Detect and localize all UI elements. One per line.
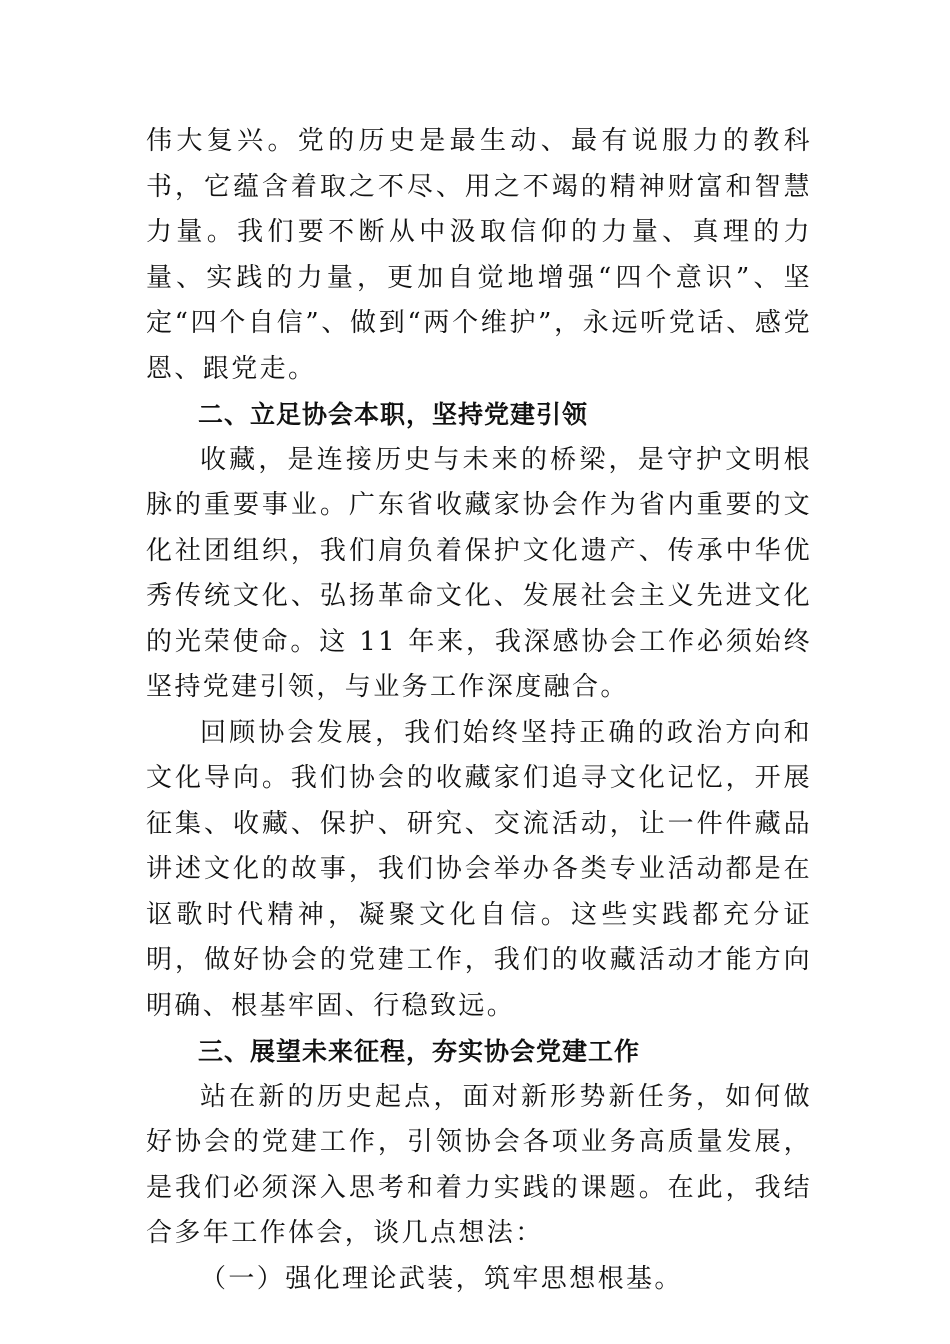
paragraph: 回顾协会发展，我们始终坚持正确的政治方向和文化导向。我们协会的收藏家们追寻文化记忆，开展征集、收藏、保护、研究、交流活动，让一件件藏品讲述文化的故事，我们协会举办各类专业活动都是在讴歌时代精神，凝聚文化自信。这些实践都充分证明，做好协会的党建工作，我们的收藏活动才能方向明确、根基牢固、行稳致远。 bbox=[146, 717, 812, 1021]
paragraph: 站在新的历史起点，面对新形势新任务，如何做好协会的党建工作，引领协会各项业务高质量发展，是我们必须深入思考和着力实践的课题。在此，我结合多年工作体会，谈几点想法： bbox=[146, 1081, 812, 1248]
paragraph: 收藏，是连接历史与未来的桥梁，是守护文明根脉的重要事业。广东省收藏家协会作为省内重要的文化社团组织，我们肩负着保护文化遗产、传承中华优秀传统文化、弘扬革命文化、发展社会主义先进文化的光荣使命。这 11 年来，我深感协会工作必须始终坚持党建引领，与业务工作深度融合。 bbox=[146, 444, 812, 702]
section-heading-3: 三、展望未来征程，夯实协会党建工作 bbox=[198, 1037, 641, 1066]
section-heading-2: 二、立足协会本职，坚持党建引领 bbox=[198, 400, 589, 429]
document-body bbox=[146, 119, 812, 1302]
paragraph-continued: 伟大复兴。党的历史是最生动、最有说服力的教科书，它蕴含着取之不尽、用之不竭的精神财富和智慧力量。我们要不断从中汲取信仰的力量、真理的力量、实践的力量，更加自觉地增强“四个意识”、坚定“四个自信”、做到“两个维护”，永远听党话、感党恩、跟党走。 bbox=[146, 126, 812, 384]
subsection-heading-1: （一）强化理论武装，筑牢思想根基。 bbox=[200, 1263, 683, 1294]
